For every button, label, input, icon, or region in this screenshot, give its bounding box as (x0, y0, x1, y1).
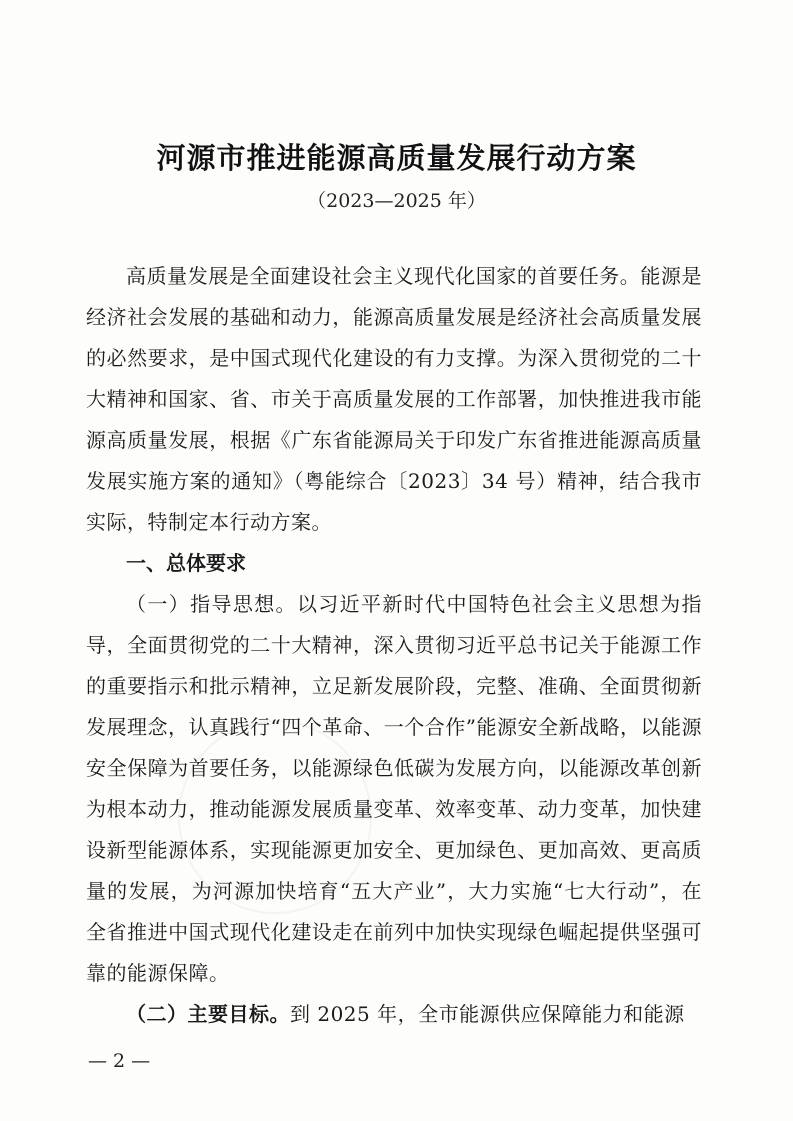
guiding-thought-paragraph (86, 584, 702, 994)
main-goals-text: 到 2025 年，全市能源供应保障能力和能源 (290, 1002, 685, 1026)
document-title: 河源市推进能源高质量发展行动方案 (156, 141, 637, 175)
guiding-thought-lead: （一）指导思想。 (126, 592, 297, 616)
page-number: — 2 — (88, 1050, 151, 1072)
intro-paragraph: 高质量发展是全面建设社会主义现代化国家的首要任务。能源是经济社会发展的基础和动力，能源高质量发展是经济社会高质量发展的必然要求，是中国式现代化建设的有力支撑。为深入贯彻党的二十大精神和国家、省、市关于高质量发展的工作部署，加快推进我市能源高质量发展，根据《广东省能源局关于印发广东省推进能源高质量发展实施方案的通知》（粤能综合〔2023〕34 号）精神，结合我市实际，特制定本行动方案。 (86, 264, 702, 534)
section-heading-general-requirements: 一、总体要求 (126, 551, 246, 575)
main-goals-paragraph (86, 994, 702, 1035)
document-subtitle: （2023—2025 年） (307, 190, 486, 212)
main-goals-lead: （二）主要目标。 (126, 1002, 290, 1026)
guiding-thought-text: 以习近平新时代中国特色社会主义思想为指导，全面贯彻党的二十大精神，深入贯彻习近平总书记关于能源工作的重要指示和批示精神，立足新发展阶段，完整、准确、全面贯彻新发展理念，认真践行“四个革命、一个合作”能源安全新战略，以能源安全保障为首要任务，以能源绿色低碳为发展方向，以能源改革创新为根本动力，推动能源发展质量变革、效率变革、动力变革，加快建设新型能源体系，实现能源更加安全、更加绿色、更加高效、更高质量的发展，为河源加快培育“五大产业”，大力实施“七大行动”，在全省推进中国式现代化建设走在前列中加快实现绿色崛起提供坚强可靠的能源保障。 (86, 592, 703, 985)
document-body (86, 256, 702, 1035)
